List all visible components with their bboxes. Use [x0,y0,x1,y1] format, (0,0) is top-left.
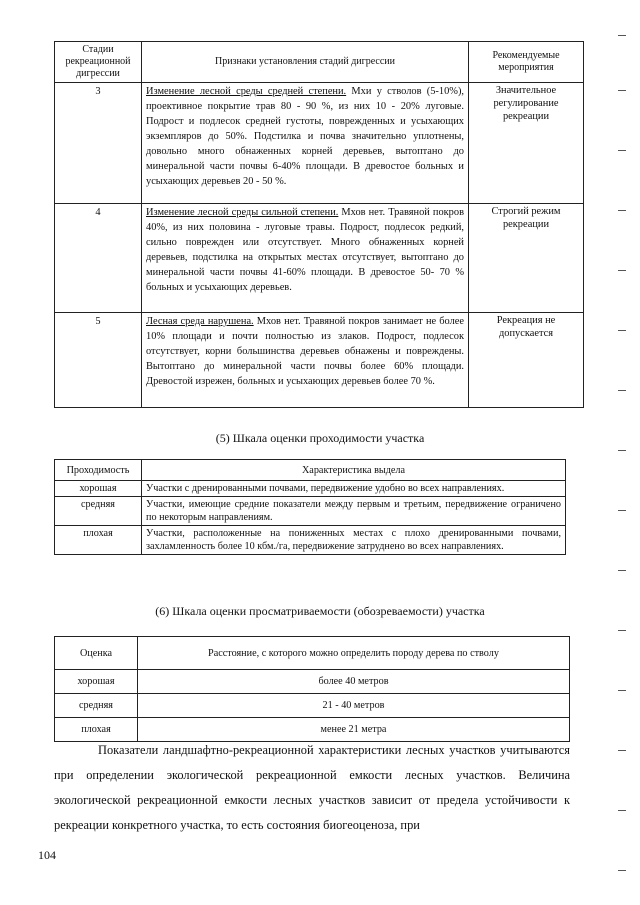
edge-mark [618,630,626,631]
stage-text: Мхов нет. Травяной покров занимает не более 10% площади и почти полностью из злаков. Подрост, подлесок отсутствует, корни большинства деревьев обнажены и повреждены. Вытоптано до минеральной части почвы более 60% площади. Древостой изрежен, больных и усыхающих деревьев более 70 %. [146,316,464,387]
edge-mark [618,330,626,331]
table-row [55,526,566,555]
edge-mark [618,870,626,871]
table-header-row [55,460,566,481]
stage-description [142,83,469,204]
edge-mark [618,570,626,571]
stage-number: 5 [55,313,142,408]
table-row [55,481,566,497]
table-header-row [55,637,570,670]
table-row [55,497,566,526]
page-number: 104 [38,848,56,862]
visibility-table [54,636,570,742]
passability-caption: (5) Шкала оценки проходимости участка [215,431,425,445]
edge-mark [618,270,626,271]
grade-description: Участки, расположенные на пониженных местах с плохо дренированными почвами, захламленность более 10 кбм./га, передвижение затруднено во всех направлениях. [142,526,566,555]
column-header: Оценка [55,637,138,670]
grade-description: Участки с дренированными почвами, передвижение удобно во всех направлениях. [142,481,566,497]
table-row [55,670,570,694]
grade-label: хорошая [55,481,142,497]
table-row [55,313,584,408]
edge-mark [618,450,626,451]
edge-mark [618,35,626,36]
edge-mark [618,210,626,211]
grade-label: плохая [55,526,142,555]
table-header-row [55,42,584,83]
grade-label: средняя [55,694,138,718]
table-row [55,83,584,204]
stage-description [142,313,469,408]
grade-label: средняя [55,497,142,526]
stage-title: Изменение лесной среды сильной степени. [146,207,339,218]
grade-description: Участки, имеющие средние показатели между первым и третьим, передвижение ограничено по некоторым направлениям. [142,497,566,526]
stage-description [142,204,469,313]
table-row [55,694,570,718]
stage-text: Мхи у стволов (5-10%), проективное покрытие трав 80 - 90 %, из них 10 - 20% луговые. Подрост и подлесок средней густоты, поврежденных и усыхающих экземпляров до 50%. Подстилка и почва значительно уплотнены, довольно много обнаженных корней деревьев, вытоптано до минеральной части почвы 6-40% площади. В древостое больных и усыхающих деревьев 20 - 50 %. [146,86,465,187]
edge-mark [618,90,626,91]
stage-number: 4 [55,204,142,313]
column-header: Характеристика выдела [142,460,566,481]
grade-label: плохая [55,718,138,742]
body-paragraph: Показатели ландшафтно-рекреационной характеристики лесных участков учитываются при определении экологической рекреационной емкости лесных участков. Величина экологической рекреационной емкости лесных участков зависит от предела устойчивости к рекреации конкретного участка, то есть состояния биогеоценоза, при [54,743,570,832]
stage-measures: Значительное регулирование рекреации [469,83,584,204]
column-header: Рекомендуемые мероприятия [469,42,584,83]
edge-mark [618,150,626,151]
stage-measures: Рекреация не допускается [469,313,584,408]
digression-stages-table [54,41,584,408]
stage-title: Изменение лесной среды средней степени. [146,86,347,97]
table-row [55,204,584,313]
column-header: Расстояние, с которого можно определить породу дерева по стволу [138,637,570,670]
passability-table [54,459,566,555]
edge-mark [618,510,626,511]
grade-label: хорошая [55,670,138,694]
stage-title: Лесная среда нарушена. [146,316,254,327]
stage-number: 3 [55,83,142,204]
edge-mark [618,810,626,811]
visibility-caption: (6) Шкала оценки просматриваемости (обозреваемости) участка [155,604,485,618]
column-header: Стадии рекреационной дигрессии [55,42,142,83]
distance-value: 21 - 40 метров [138,694,570,718]
stage-text: Мхов нет. Травяной покров 40%, из них половина - луговые травы. Подрост, подлесок редкий, сильно поврежден или отсутствует. Много обнаженных корней деревьев, подстилка на открытых местах отсутствует, вытоптано до минеральной части почвы 41-60% площади. В древостое 50- 70 % больных и усыхающих деревьев. [146,207,464,293]
distance-value: менее 21 метра [138,718,570,742]
edge-mark [618,390,626,391]
distance-value: более 40 метров [138,670,570,694]
edge-mark [618,690,626,691]
column-header: Признаки установления стадий дигрессии [142,42,469,83]
scan-edge-marks [610,0,640,905]
column-header: Проходимость [55,460,142,481]
edge-mark [618,750,626,751]
stage-measures: Строгий режим рекреации [469,204,584,313]
